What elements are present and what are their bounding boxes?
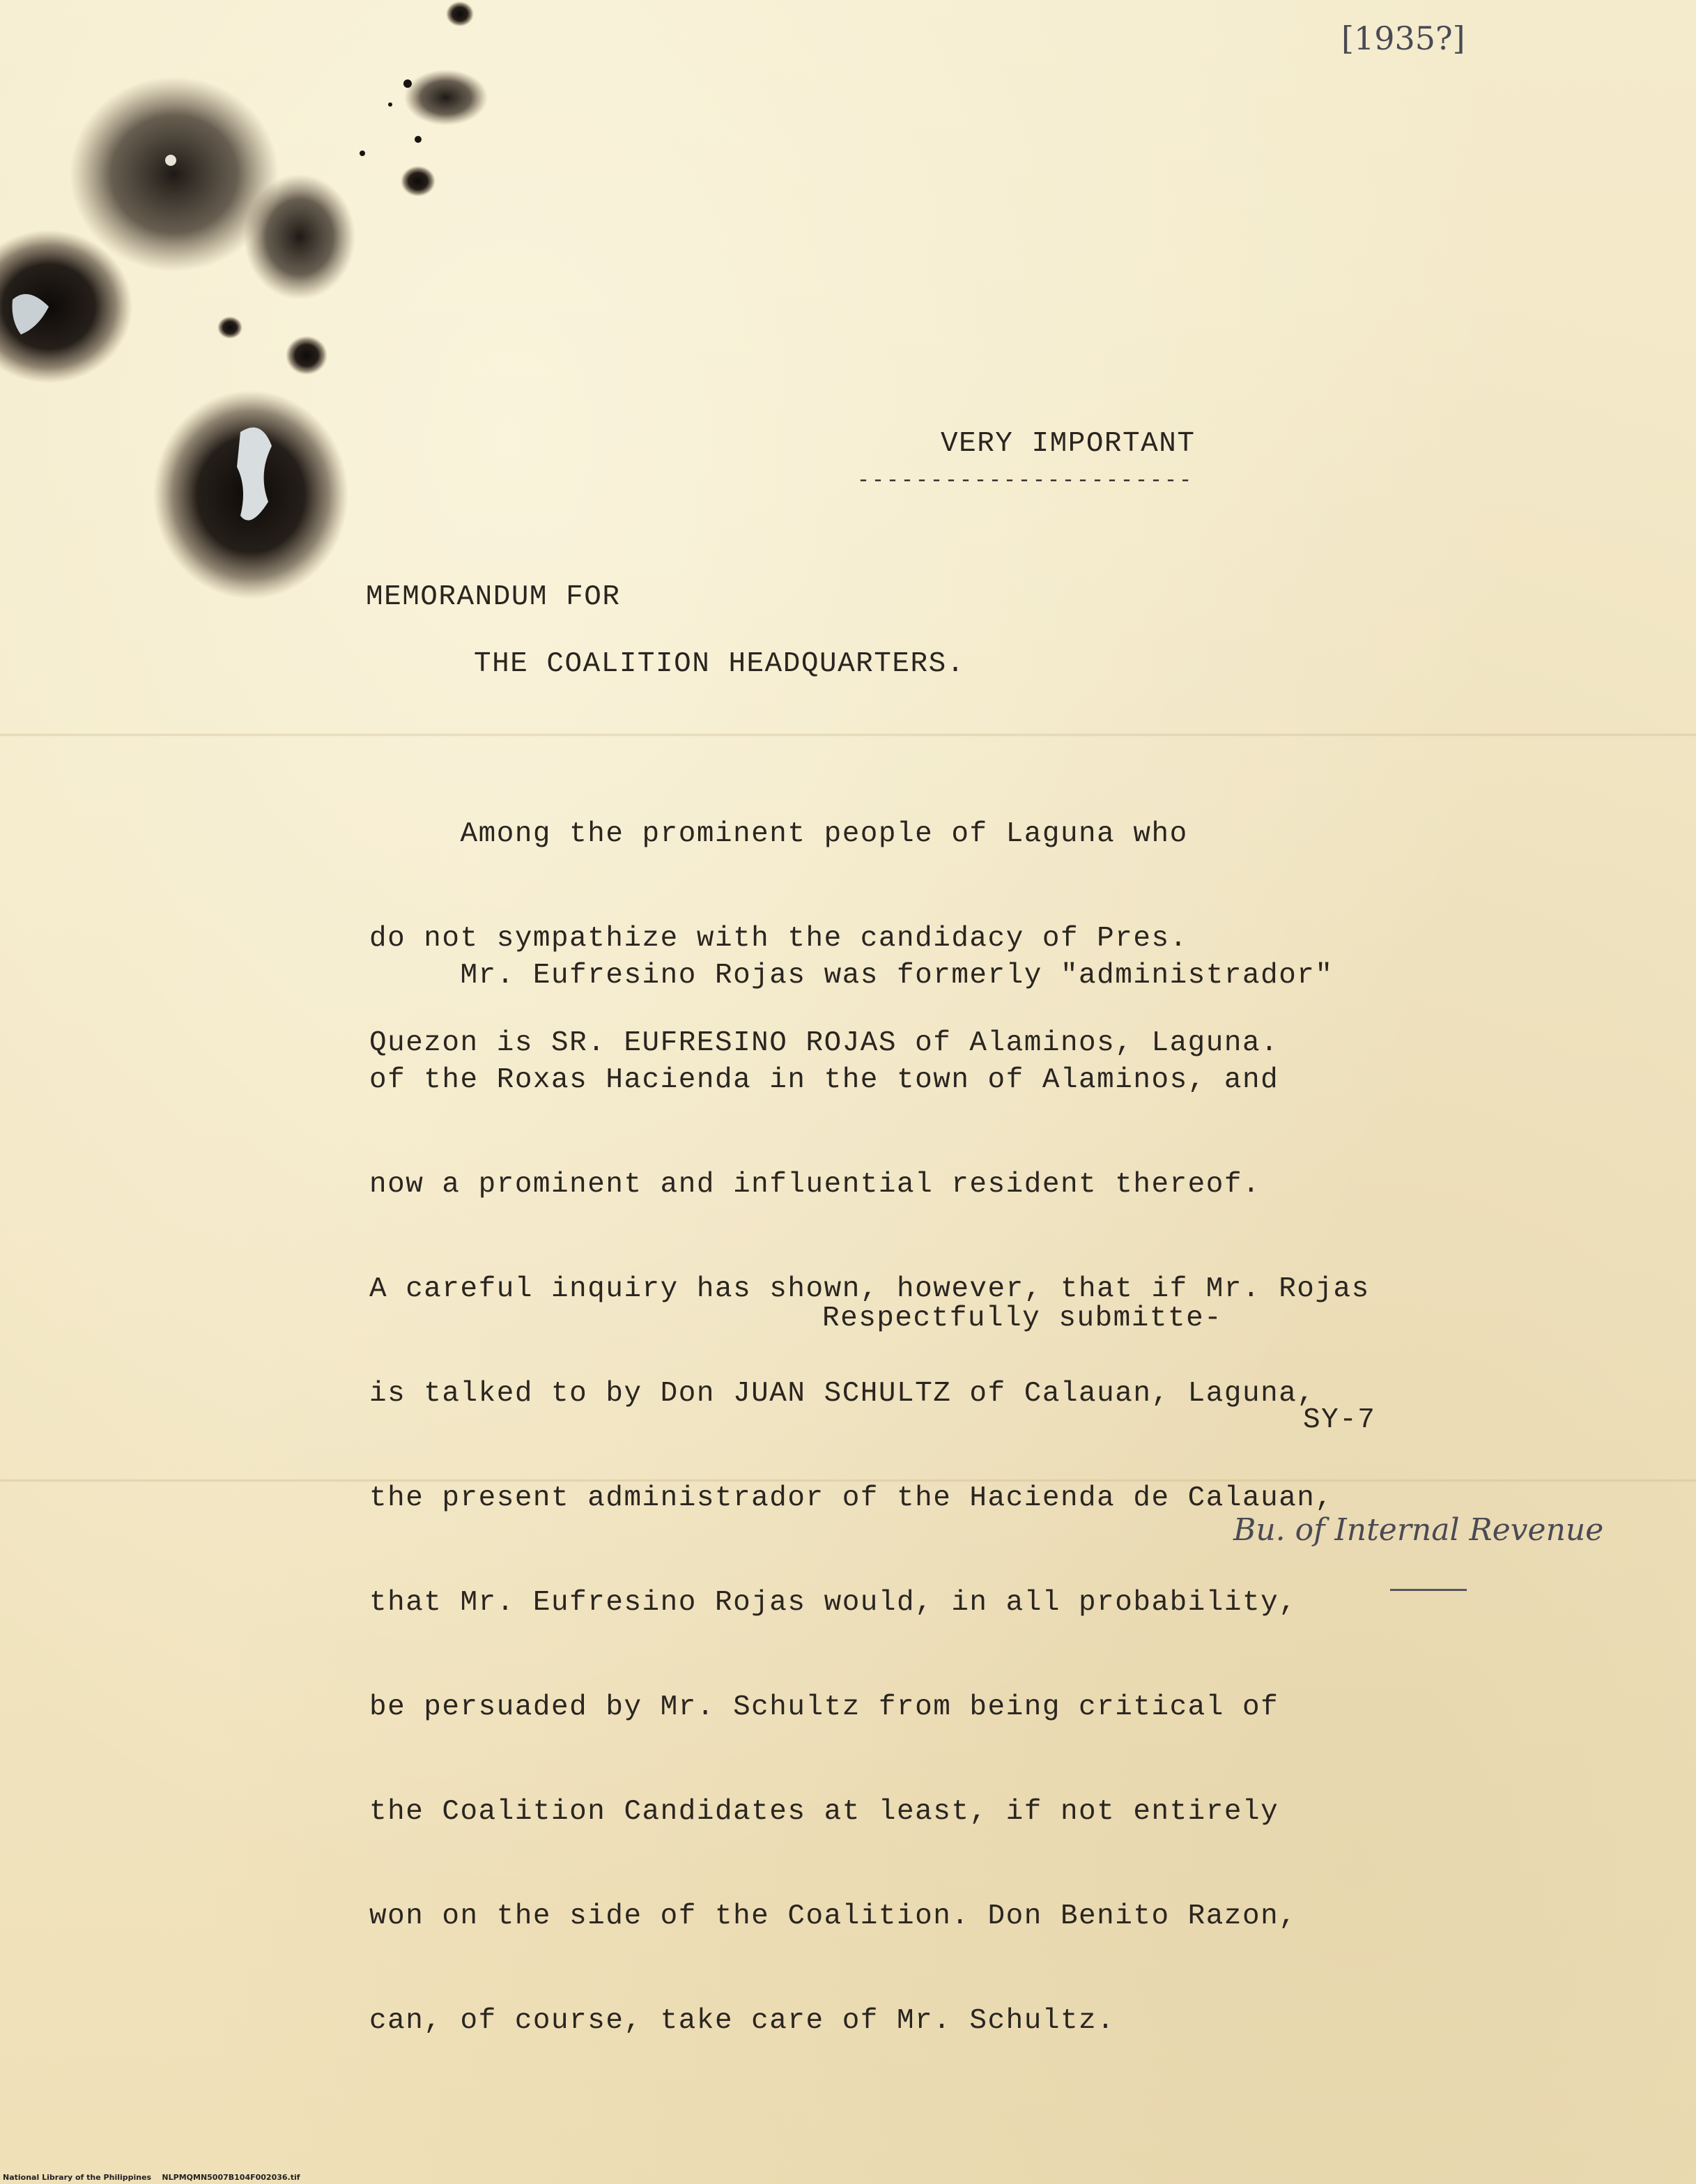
- memo-recipient: THE COALITION HEADQUARTERS.: [474, 648, 965, 680]
- memo-heading: MEMORANDUM FOR: [366, 581, 621, 613]
- paragraph-line: the Coalition Candidates at least, if not entirely: [369, 1796, 1279, 1828]
- paragraph-line: A careful inquiry has shown, however, that if Mr. Rojas: [369, 1273, 1370, 1305]
- handwritten-date: [1935?]: [1341, 20, 1465, 57]
- header-mark: VERY IMPORTANT: [941, 428, 1196, 460]
- paragraph-line: won on the side of the Coalition. Don Benito Razon,: [369, 1900, 1297, 1932]
- fold-line: [0, 733, 1696, 737]
- paragraph-line: Quezon is SR. EUFRESINO ROJAS of Alaminos, Laguna.: [369, 1027, 1279, 1059]
- paragraph-line: Mr. Eufresino Rojas was formerly "administrador": [369, 960, 1334, 992]
- paragraph-line: now a prominent and influential resident thereof.: [369, 1169, 1261, 1201]
- burn-damage: [0, 0, 488, 613]
- paragraph-line: be persuaded by Mr. Schultz from being critical of: [369, 1691, 1279, 1723]
- closing-line: Respectfully submitte-: [822, 1302, 1223, 1335]
- signature-code: SY-7: [1303, 1404, 1376, 1436]
- paragraph-line: of the Roxas Hacienda in the town of Alaminos, and: [369, 1064, 1279, 1096]
- archive-footer: National Library of the Philippines NLPMQMN5007B104F002036.tif: [3, 2173, 300, 2182]
- handwritten-underline: [1390, 1589, 1467, 1591]
- paragraph-line: is talked to by Don JUAN SCHULTZ of Calauan, Laguna,: [369, 1378, 1316, 1410]
- paragraph-2: [369, 889, 1370, 2108]
- paragraph-line: the present administrador of the Hacienda de Calauan,: [369, 1482, 1334, 1514]
- handwritten-office-note: Bu. of Internal Revenue: [1233, 1512, 1604, 1548]
- paragraph-line: do not sympathize with the candidacy of Pres.: [369, 923, 1188, 955]
- paragraph-line: that Mr. Eufresino Rojas would, in all probability,: [369, 1587, 1297, 1619]
- header-rule: -----------------------: [857, 469, 1194, 493]
- paragraph-line: Among the prominent people of Laguna who: [369, 818, 1188, 850]
- paragraph-line: can, of course, take care of Mr. Schultz.: [369, 2005, 1116, 2037]
